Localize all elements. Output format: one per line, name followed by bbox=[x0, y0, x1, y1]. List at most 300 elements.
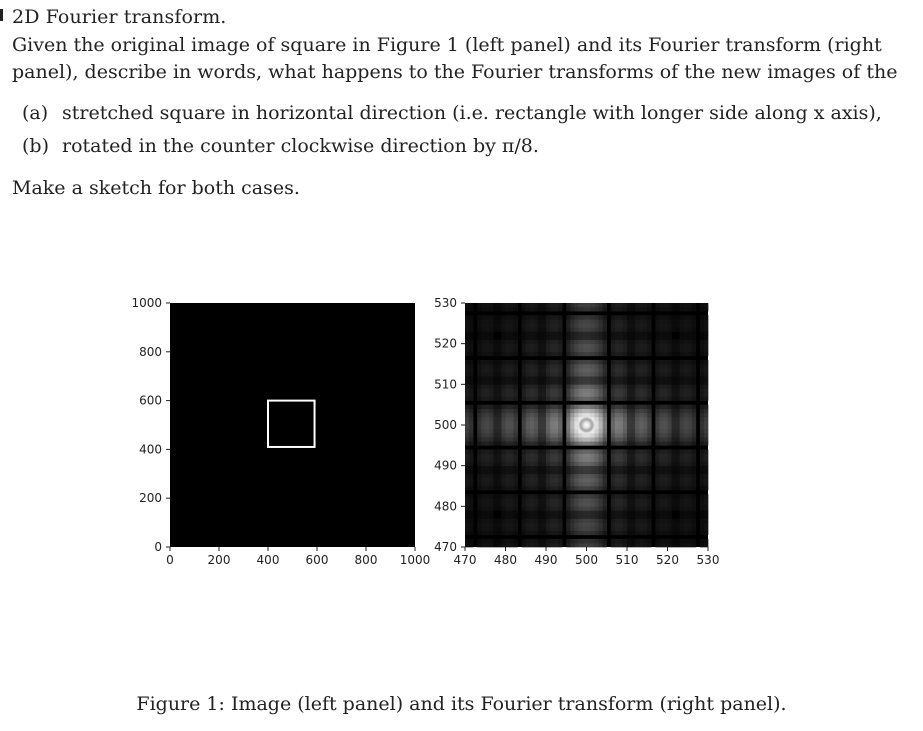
fft-cell bbox=[680, 510, 684, 514]
fft-cell bbox=[497, 315, 501, 319]
fft-cell bbox=[481, 453, 485, 457]
fft-cell bbox=[522, 323, 526, 327]
fft-cell bbox=[700, 405, 704, 409]
fft-cell bbox=[465, 327, 469, 331]
fft-cell bbox=[538, 327, 542, 331]
fft-cell bbox=[700, 372, 704, 376]
fft-cell bbox=[603, 543, 607, 547]
fft-cell bbox=[615, 462, 619, 466]
fft-cell bbox=[546, 539, 550, 543]
fft-cell bbox=[489, 307, 493, 311]
fft-cell bbox=[550, 392, 554, 396]
fft-cell bbox=[663, 421, 667, 425]
fft-cell bbox=[591, 405, 595, 409]
fft-cell bbox=[676, 498, 680, 502]
fft-cell bbox=[659, 466, 663, 470]
fft-cell bbox=[558, 437, 562, 441]
fft-cell bbox=[659, 514, 663, 518]
fft-cell bbox=[546, 429, 550, 433]
fft-cell bbox=[485, 388, 489, 392]
figure-caption: Figure 1: Image (left panel) and its Fourier transform (right panel). bbox=[136, 693, 787, 715]
fft-cell bbox=[530, 506, 534, 510]
left-ytick-label: 800 bbox=[139, 344, 162, 359]
fft-cell bbox=[485, 470, 489, 474]
fft-cell bbox=[546, 498, 550, 502]
fft-cell bbox=[619, 425, 623, 429]
fft-cell bbox=[595, 417, 599, 421]
fft-cell bbox=[582, 340, 586, 344]
fft-cell bbox=[566, 380, 570, 384]
fft-cell bbox=[582, 315, 586, 319]
fft-cell bbox=[680, 502, 684, 506]
fft-cell bbox=[566, 494, 570, 498]
fft-cell bbox=[668, 405, 672, 409]
fft-cell bbox=[603, 409, 607, 413]
fft-cell bbox=[603, 531, 607, 535]
fft-cell bbox=[680, 352, 684, 356]
fft-cell bbox=[623, 425, 627, 429]
fft-cell bbox=[574, 380, 578, 384]
fft-cell bbox=[619, 429, 623, 433]
fft-cell bbox=[684, 388, 688, 392]
fft-cell bbox=[538, 441, 542, 445]
fft-cell bbox=[676, 303, 680, 307]
fft-cell bbox=[542, 376, 546, 380]
fft-cell bbox=[684, 510, 688, 514]
fft-cell bbox=[497, 458, 501, 462]
fft-cell bbox=[603, 539, 607, 543]
fft-cell bbox=[700, 425, 704, 429]
fft-cell bbox=[481, 478, 485, 482]
list-item-b bbox=[22, 135, 539, 157]
fft-cell bbox=[477, 336, 481, 340]
fft-cell bbox=[611, 364, 615, 368]
fft-cell bbox=[663, 372, 667, 376]
fft-cell bbox=[574, 315, 578, 319]
fft-cell bbox=[680, 474, 684, 478]
fft-cell bbox=[481, 372, 485, 376]
fft-cell bbox=[668, 506, 672, 510]
fft-cell bbox=[550, 352, 554, 356]
fft-cell bbox=[534, 319, 538, 323]
fft-cell bbox=[506, 506, 510, 510]
fft-cell bbox=[663, 336, 667, 340]
fft-cell bbox=[534, 372, 538, 376]
fft-cell bbox=[506, 323, 510, 327]
fft-cell bbox=[595, 478, 599, 482]
left-xtick-label: 0 bbox=[166, 553, 174, 567]
fft-cell bbox=[631, 405, 635, 409]
fft-cell bbox=[655, 514, 659, 518]
fft-cell bbox=[659, 417, 663, 421]
fft-cell bbox=[627, 543, 631, 547]
fft-cell bbox=[582, 539, 586, 543]
fft-cell bbox=[546, 319, 550, 323]
fft-cell bbox=[469, 340, 473, 344]
fft-cell bbox=[489, 388, 493, 392]
fft-cell bbox=[501, 344, 505, 348]
fft-cell bbox=[603, 437, 607, 441]
fft-cell bbox=[477, 498, 481, 502]
fft-cell bbox=[538, 331, 542, 335]
fft-cell bbox=[631, 380, 635, 384]
fft-cell bbox=[574, 527, 578, 531]
fft-cell bbox=[497, 303, 501, 307]
fft-cell bbox=[558, 429, 562, 433]
fft-cell bbox=[639, 323, 643, 327]
fft-cell bbox=[550, 494, 554, 498]
fft-cell bbox=[631, 336, 635, 340]
fft-cell bbox=[558, 543, 562, 547]
fft-cell bbox=[623, 315, 627, 319]
fft-cell bbox=[570, 482, 574, 486]
fft-cell bbox=[591, 315, 595, 319]
fft-cell bbox=[619, 323, 623, 327]
fft-cell bbox=[489, 372, 493, 376]
fft-cell bbox=[676, 364, 680, 368]
fft-cell bbox=[582, 498, 586, 502]
fft-cell bbox=[619, 498, 623, 502]
fft-cell bbox=[514, 384, 518, 388]
fft-cell bbox=[489, 340, 493, 344]
fft-cell bbox=[647, 380, 651, 384]
fft-cell bbox=[582, 433, 586, 437]
fft-cell bbox=[680, 409, 684, 413]
fft-cell bbox=[481, 319, 485, 323]
fft-cell bbox=[647, 303, 651, 307]
fft-cell bbox=[643, 527, 647, 531]
fft-cell bbox=[485, 384, 489, 388]
fft-cell bbox=[603, 364, 607, 368]
fft-cell bbox=[676, 523, 680, 527]
fft-cell bbox=[688, 531, 692, 535]
fft-cell bbox=[578, 514, 582, 518]
fft-cell bbox=[663, 348, 667, 352]
fft-cell bbox=[534, 494, 538, 498]
fft-cell bbox=[595, 388, 599, 392]
fft-cell bbox=[680, 397, 684, 401]
fft-cell bbox=[522, 441, 526, 445]
fft-cell bbox=[542, 331, 546, 335]
fft-cell bbox=[522, 421, 526, 425]
fft-cell bbox=[672, 425, 676, 429]
fft-cell bbox=[623, 319, 627, 323]
fft-cell bbox=[546, 368, 550, 372]
fft-cell bbox=[485, 352, 489, 356]
fft-cell bbox=[635, 397, 639, 401]
fft-cell bbox=[672, 409, 676, 413]
fft-cell bbox=[704, 437, 708, 441]
fft-cell bbox=[578, 498, 582, 502]
fft-cell bbox=[481, 421, 485, 425]
fft-cell bbox=[692, 364, 696, 368]
fft-cell bbox=[603, 498, 607, 502]
fft-cell bbox=[570, 466, 574, 470]
fft-cell bbox=[506, 336, 510, 340]
fft-cell bbox=[465, 364, 469, 368]
fft-cell bbox=[595, 433, 599, 437]
fft-cell bbox=[684, 331, 688, 335]
fft-cell bbox=[578, 482, 582, 486]
fft-cell bbox=[587, 506, 591, 510]
fft-cell bbox=[692, 506, 696, 510]
fft-cell bbox=[623, 348, 627, 352]
right-ytick-label: 520 bbox=[434, 336, 457, 351]
fft-cell bbox=[680, 392, 684, 396]
fft-cell bbox=[534, 409, 538, 413]
fft-cell bbox=[501, 429, 505, 433]
fft-cell bbox=[501, 425, 505, 429]
fft-cell bbox=[530, 352, 534, 356]
fft-cell bbox=[659, 527, 663, 531]
fft-cell bbox=[631, 543, 635, 547]
fft-cell bbox=[595, 421, 599, 425]
fft-cell bbox=[599, 315, 603, 319]
fft-cell bbox=[615, 340, 619, 344]
fft-cell bbox=[550, 470, 554, 474]
fft-cell bbox=[574, 510, 578, 514]
fft-cell bbox=[574, 437, 578, 441]
fft-cell bbox=[615, 453, 619, 457]
fft-cell bbox=[599, 323, 603, 327]
fft-cell bbox=[534, 449, 538, 453]
fft-cell bbox=[485, 527, 489, 531]
fft-cell bbox=[514, 303, 518, 307]
fft-cell bbox=[542, 384, 546, 388]
fft-cell bbox=[501, 405, 505, 409]
fft-cell bbox=[655, 478, 659, 482]
fft-cell bbox=[603, 413, 607, 417]
fft-cell bbox=[623, 360, 627, 364]
fft-cell bbox=[688, 519, 692, 523]
fft-cell bbox=[647, 392, 651, 396]
fft-cell bbox=[574, 429, 578, 433]
fft-cell bbox=[506, 425, 510, 429]
fft-cell bbox=[627, 486, 631, 490]
item-a-text: stretched square in horizontal direction (i.e. rectangle with longer side along x axis), bbox=[62, 102, 882, 124]
fft-cell bbox=[493, 494, 497, 498]
fft-cell bbox=[501, 474, 505, 478]
fft-cell bbox=[566, 340, 570, 344]
fft-cell bbox=[481, 441, 485, 445]
fft-cell bbox=[558, 303, 562, 307]
fft-cell bbox=[680, 514, 684, 518]
fft-cell bbox=[595, 458, 599, 462]
fft-cell bbox=[635, 380, 639, 384]
fft-cell bbox=[554, 527, 558, 531]
fft-cell bbox=[635, 539, 639, 543]
fft-cell bbox=[668, 486, 672, 490]
fft-cell bbox=[546, 531, 550, 535]
fft-cell bbox=[623, 368, 627, 372]
fft-cell bbox=[668, 388, 672, 392]
fft-cell bbox=[485, 380, 489, 384]
fft-cell bbox=[611, 392, 615, 396]
fft-cell bbox=[542, 417, 546, 421]
fft-cell bbox=[546, 462, 550, 466]
fft-cell bbox=[522, 409, 526, 413]
fft-cell bbox=[619, 336, 623, 340]
fft-cell bbox=[663, 449, 667, 453]
fft-cell bbox=[578, 478, 582, 482]
fft-cell bbox=[465, 344, 469, 348]
fft-cell bbox=[619, 543, 623, 547]
fft-cell bbox=[611, 531, 615, 535]
fft-cell bbox=[631, 352, 635, 356]
fft-cell bbox=[550, 380, 554, 384]
fft-cell bbox=[643, 380, 647, 384]
fft-cell bbox=[522, 486, 526, 490]
fft-cell bbox=[704, 502, 708, 506]
fft-cell bbox=[700, 392, 704, 396]
fft-cell bbox=[704, 315, 708, 319]
fft-cell bbox=[485, 392, 489, 396]
fft-cell bbox=[615, 331, 619, 335]
fft-cell bbox=[631, 433, 635, 437]
fft-cell bbox=[582, 441, 586, 445]
fft-cell bbox=[595, 514, 599, 518]
fft-cell bbox=[477, 531, 481, 535]
fft-cell bbox=[688, 397, 692, 401]
fft-cell bbox=[514, 433, 518, 437]
fft-cell bbox=[574, 392, 578, 396]
fft-cell bbox=[526, 384, 530, 388]
fft-cell bbox=[534, 539, 538, 543]
fft-cell bbox=[566, 527, 570, 531]
fft-cell bbox=[522, 405, 526, 409]
fft-cell bbox=[615, 441, 619, 445]
fft-cell bbox=[582, 527, 586, 531]
fft-cell bbox=[538, 494, 542, 498]
fft-cell bbox=[538, 397, 542, 401]
fft-cell bbox=[554, 372, 558, 376]
fft-cell bbox=[514, 368, 518, 372]
closing-instruction: Make a sketch for both cases. bbox=[12, 177, 300, 199]
fft-cell bbox=[558, 449, 562, 453]
fft-cell bbox=[546, 360, 550, 364]
fft-cell bbox=[469, 433, 473, 437]
fft-cell bbox=[477, 502, 481, 506]
fft-cell bbox=[465, 413, 469, 417]
fft-cell bbox=[493, 543, 497, 547]
fft-cell bbox=[639, 523, 643, 527]
fft-cell bbox=[550, 531, 554, 535]
fft-cell bbox=[627, 376, 631, 380]
fft-cell bbox=[631, 413, 635, 417]
fft-cell bbox=[688, 462, 692, 466]
fft-cell bbox=[526, 331, 530, 335]
fft-cell bbox=[668, 364, 672, 368]
fft-cell bbox=[526, 417, 530, 421]
fft-cell bbox=[574, 360, 578, 364]
fft-cell bbox=[587, 441, 591, 445]
fft-cell bbox=[538, 466, 542, 470]
fft-cell bbox=[639, 458, 643, 462]
fft-cell bbox=[668, 397, 672, 401]
fft-cell bbox=[501, 441, 505, 445]
fft-cell bbox=[627, 348, 631, 352]
fft-cell bbox=[465, 437, 469, 441]
fft-cell bbox=[684, 336, 688, 340]
fft-cell bbox=[623, 531, 627, 535]
fft-cell bbox=[497, 449, 501, 453]
fft-cell bbox=[639, 352, 643, 356]
fft-cell bbox=[639, 421, 643, 425]
fft-cell bbox=[481, 392, 485, 396]
fft-cell bbox=[587, 514, 591, 518]
fft-cell bbox=[704, 336, 708, 340]
fft-cell bbox=[659, 478, 663, 482]
fft-cell bbox=[623, 441, 627, 445]
fft-cell bbox=[506, 380, 510, 384]
fft-cell bbox=[659, 519, 663, 523]
fft-cell bbox=[465, 466, 469, 470]
fft-cell bbox=[643, 482, 647, 486]
fft-cell bbox=[627, 494, 631, 498]
fft-cell bbox=[631, 340, 635, 344]
fft-cell bbox=[534, 527, 538, 531]
fft-cell bbox=[700, 364, 704, 368]
fft-cell bbox=[587, 539, 591, 543]
fft-cell bbox=[570, 486, 574, 490]
left-ytick-label: 600 bbox=[139, 393, 162, 408]
fft-cell bbox=[538, 336, 542, 340]
fft-cell bbox=[647, 478, 651, 482]
fft-cell bbox=[587, 531, 591, 535]
fft-cell bbox=[684, 494, 688, 498]
fft-cell bbox=[501, 421, 505, 425]
fft-cell bbox=[558, 348, 562, 352]
fft-cell bbox=[700, 453, 704, 457]
fft-cell bbox=[643, 315, 647, 319]
fft-cell bbox=[489, 315, 493, 319]
fft-cell bbox=[534, 421, 538, 425]
fft-cell bbox=[501, 498, 505, 502]
fft-cell bbox=[668, 392, 672, 396]
fft-cell bbox=[506, 315, 510, 319]
fft-cell bbox=[623, 519, 627, 523]
fft-cell bbox=[538, 429, 542, 433]
fft-cell bbox=[481, 437, 485, 441]
fft-cell bbox=[526, 315, 530, 319]
fft-cell bbox=[522, 429, 526, 433]
fft-cell bbox=[582, 494, 586, 498]
fft-cell bbox=[591, 433, 595, 437]
fft-cell bbox=[542, 340, 546, 344]
fft-cell bbox=[514, 331, 518, 335]
fft-cell bbox=[619, 506, 623, 510]
fft-cell bbox=[510, 441, 514, 445]
fft-cell bbox=[639, 449, 643, 453]
fft-cell bbox=[534, 388, 538, 392]
fft-cell bbox=[530, 397, 534, 401]
fft-cell bbox=[587, 470, 591, 474]
fft-cell bbox=[643, 478, 647, 482]
fft-cell bbox=[526, 372, 530, 376]
fft-cell bbox=[497, 397, 501, 401]
fft-cell bbox=[647, 417, 651, 421]
fft-cell bbox=[574, 344, 578, 348]
fft-cell bbox=[680, 360, 684, 364]
fft-cell bbox=[700, 494, 704, 498]
fft-cell bbox=[672, 376, 676, 380]
fft-cell bbox=[489, 498, 493, 502]
fft-cell bbox=[530, 336, 534, 340]
fft-cell bbox=[530, 327, 534, 331]
fft-cell bbox=[522, 539, 526, 543]
fft-cell bbox=[643, 384, 647, 388]
fft-cell bbox=[627, 413, 631, 417]
